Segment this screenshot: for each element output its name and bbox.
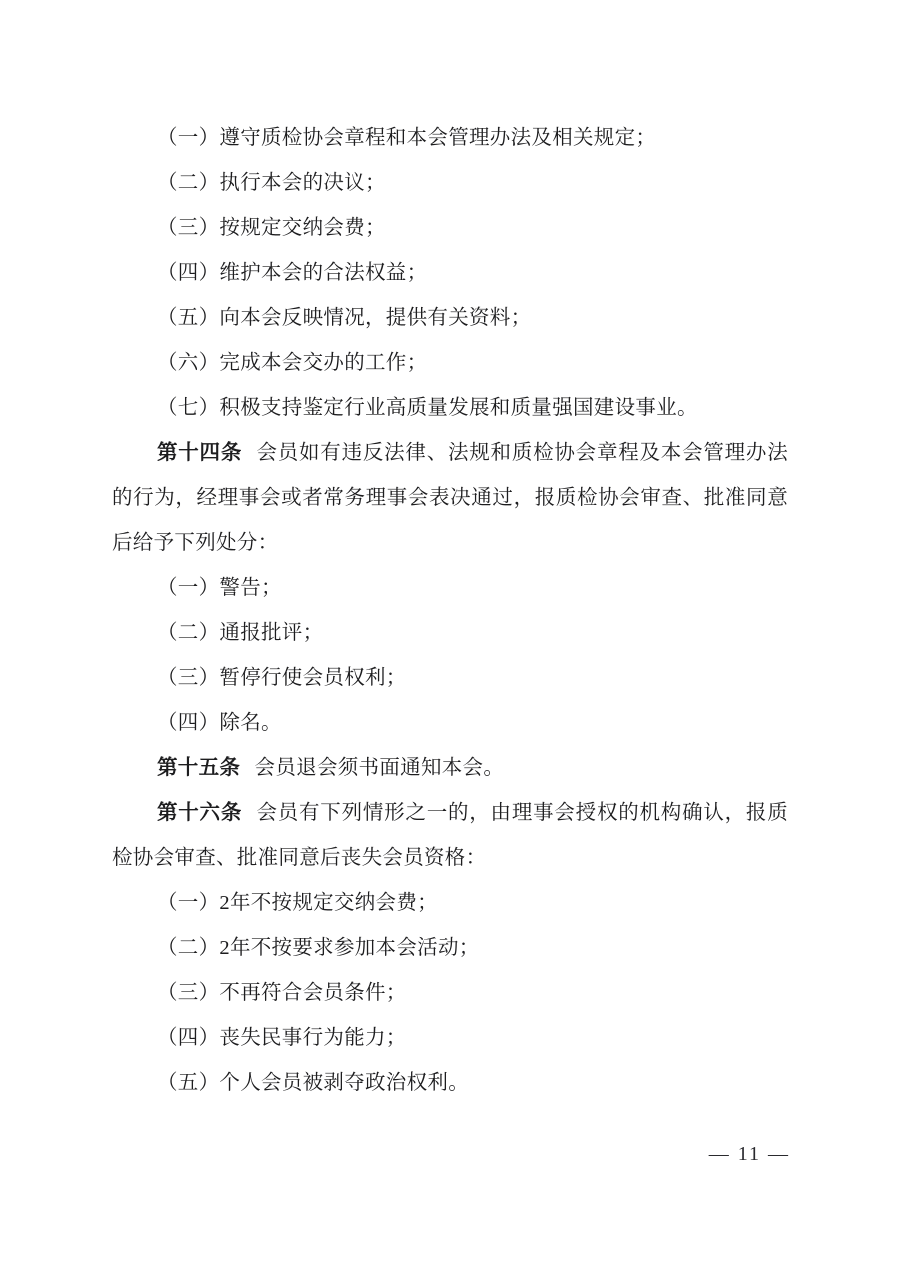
clause-paragraph: [112, 701, 788, 746]
document-body: [112, 116, 788, 1106]
clause-paragraph: [112, 386, 788, 431]
clause-paragraph: [112, 1016, 788, 1061]
clause-paragraph: [112, 611, 788, 656]
paragraph-text: （一）2年不按规定交纳会费；: [157, 892, 438, 914]
clause-paragraph: [112, 656, 788, 701]
article-paragraph: [112, 746, 788, 791]
paragraph-text: 会员有下列情形之一的，由理事会授权的机构确认，报质检协会审查、批准同意后丧失会员资格：: [112, 802, 788, 869]
clause-paragraph: [112, 296, 788, 341]
article-number: 第十六条: [157, 802, 243, 824]
page-number: — 11 —: [708, 1143, 790, 1165]
paragraph-text: 会员如有违反法律、法规和质检协会章程及本会管理办法的行为，经理事会或者常务理事会表决通过，报质检协会审查、批准同意后给予下列处分：: [112, 442, 788, 554]
article-number: 第十四条: [157, 442, 243, 464]
clause-paragraph: [112, 161, 788, 206]
paragraph-text: （三）按规定交纳会费；: [157, 217, 386, 239]
paragraph-text: （四）维护本会的合法权益；: [157, 262, 428, 284]
paragraph-text: （三）暂停行使会员权利；: [157, 667, 407, 689]
paragraph-text: （四）除名。: [157, 712, 282, 734]
article-number: 第十五条: [157, 757, 241, 779]
clause-paragraph: [112, 341, 788, 386]
paragraph-text: （六）完成本会交办的工作；: [157, 352, 428, 374]
article-paragraph: [112, 791, 788, 881]
paragraph-text: （二）通报批评；: [157, 622, 324, 644]
clause-paragraph: [112, 116, 788, 161]
paragraph-text: （四）丧失民事行为能力；: [157, 1027, 407, 1049]
article-paragraph: [112, 431, 788, 566]
clause-paragraph: [112, 251, 788, 296]
clause-paragraph: [112, 926, 788, 971]
clause-paragraph: [112, 206, 788, 251]
clause-paragraph: [112, 881, 788, 926]
paragraph-text: （一）遵守质检协会章程和本会管理办法及相关规定；: [157, 127, 657, 149]
paragraph-text: （二）2年不按要求参加本会活动；: [157, 937, 480, 959]
paragraph-text: （一）警告；: [157, 577, 282, 599]
clause-paragraph: [112, 566, 788, 611]
paragraph-text: （五）个人会员被剥夺政治权利。: [157, 1072, 469, 1094]
clause-paragraph: [112, 1061, 788, 1106]
paragraph-text: （七）积极支持鉴定行业高质量发展和质量强国建设事业。: [157, 397, 698, 419]
paragraph-text: 会员退会须书面通知本会。: [254, 757, 505, 779]
paragraph-text: （三）不再符合会员条件；: [157, 982, 407, 1004]
paragraph-text: （二）执行本会的决议；: [157, 172, 386, 194]
clause-paragraph: [112, 971, 788, 1016]
paragraph-text: （五）向本会反映情况，提供有关资料；: [157, 307, 532, 329]
